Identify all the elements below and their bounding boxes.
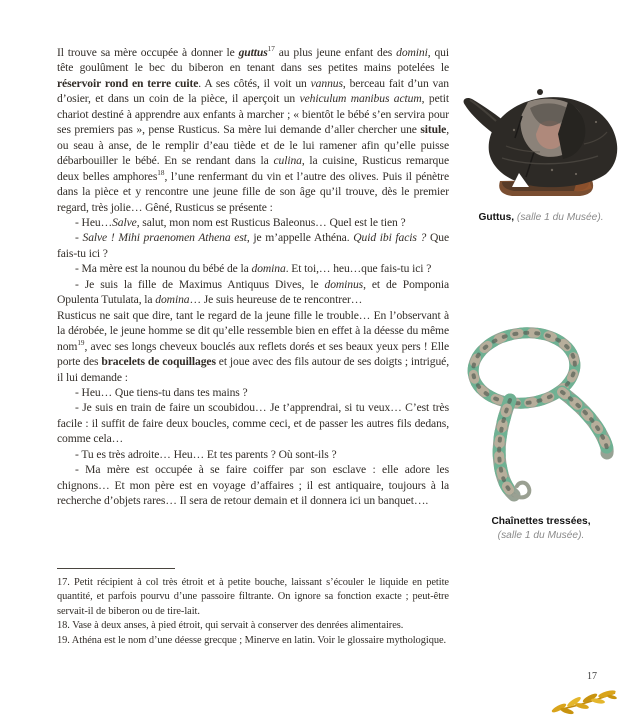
chainettes-caption-title: Chaînettes tressées, [491,516,591,527]
guttus-image [456,86,626,204]
chainettes-caption-location: (salle 1 du Musée). [497,529,585,541]
figure-guttus [452,86,630,225]
paragraph: Il trouve sa mère occupée à donner le guttus$^{17}$ au plus jeune enfant des domini, qui tête goulûment le bec du biberon en tenant dans ses petites mains potelées le réservoir rond en terre cuite. A ses côtés, il voit un vannus, berceau fait d’un van d’osier, et dans un coin de la pièce, il aperçoit un vehiculum manibus actum, petit chariot destiné à apprendre aux enfants à marcher ; « bientôt le bébé s’en servira pour ses premiers pas », pense Rusticus. Sa mère lui demande d’aller chercher une situle, ou seau à anse, de le remplir d’eau tiède et de le lui ramener afin qu’elle puisse débarbouiller le bébé. En se rendant dans la culina, la cuisine, Rusticus remarque deux belles amphores$^{18}$, l’une renfermant du vin et l’autre des olives. Puis il pénètre dans la pièce et y rencontre une jeune fille de son âge qu’il trouve, dès le premier regard, très jolie… Gêné, Rusticus se présente : [57,45,450,214]
guttus-caption [452,211,630,225]
guttus-photo [452,86,630,204]
chainettes-image [464,326,619,508]
footnotes-list [57,576,449,648]
paragraph: - Je suis en train de faire un scoubidou… Je t’apprendrai, si tu veux… C’est très facile : il suffit de faire deux boucles, comme ceci, et de passer les autres fils dedans, comme cela… [57,401,449,446]
main-text [57,45,449,509]
paragraph: - Heu… Que tiens-tu dans tes mains ? [75,385,248,399]
footnote: 18. Vase à deux anses, à pied étroit, qui servait à conserver des denrées alimentaires. [57,620,404,632]
paragraph: - Ma mère est la nounou du bébé de la domina. Et toi,… heu…que fais-tu ici ? [75,262,432,276]
page-number: 17 [587,671,597,682]
paragraph: - Heu…Salve, salut, mon nom est Rusticus Baleonus… Quel est le tien ? [75,215,406,229]
footnote: 19. Athéna est le nom d’une déesse grecque ; Minerve en latin. Voir le glossaire mythologique. [57,634,447,646]
main-text-column [57,45,449,509]
laurel-branch-icon [549,687,619,715]
chainettes-caption [452,515,630,542]
paragraph: - Ma mère est occupée à se faire coiffer par son esclave : elle adore les chignons… Et mon père est en voyage d’affaires ; il est antiquaire, toujours à la recherche d’objets rares… Il sera de retour demain et il donnera ici un banquet…. [57,463,449,508]
chainettes-photo [452,326,630,508]
footnote: 17. Petit récipient à col très étroit et à petite bouche, laissant s’écouler le liquide en petite quantité, et parfois pourvu d’une passoire filtrante. On ignore sa fonction exacte ; peut-être servait-il de biberon ou de tire-lait. [57,577,449,617]
footnote-separator [57,568,175,569]
paragraph: Rusticus ne sait que dire, tant le regard de la jeune fille le trouble… En l’observant à la dérobée, le jeune homme se dit qu’elle ressemble bien en effet à la déesse du même nom$^{19}$, avec ses longs cheveux bouclés aux reflets dorés et ses beaux yeux pers ! Elle porte des bracelets de coquillages et joue avec des fils autour de ses doigts ; intrigué, il lui demande : [57,308,449,384]
footnotes [57,568,449,648]
paragraph: - Je suis la fille de Maximus Antiquus Dives, le dominus, et de Pomponia Opulenta Tutulata, la domina… Je suis heureuse de te rencontrer… [57,277,449,307]
paragraph: - Salve ! Mihi praenomen Athena est, je m’appelle Athéna. Quid ibi facis ? Que fais-tu ici ? [57,231,450,260]
guttus-caption-title: Guttus, [478,212,515,223]
guttus-caption-location: (salle 1 du Musée). [514,212,604,223]
paragraph: - Tu es très adroite… Heu… Et tes parents ? Où sont-ils ? [75,447,337,461]
figures-column [452,86,630,646]
figure-chainettes [452,326,630,542]
